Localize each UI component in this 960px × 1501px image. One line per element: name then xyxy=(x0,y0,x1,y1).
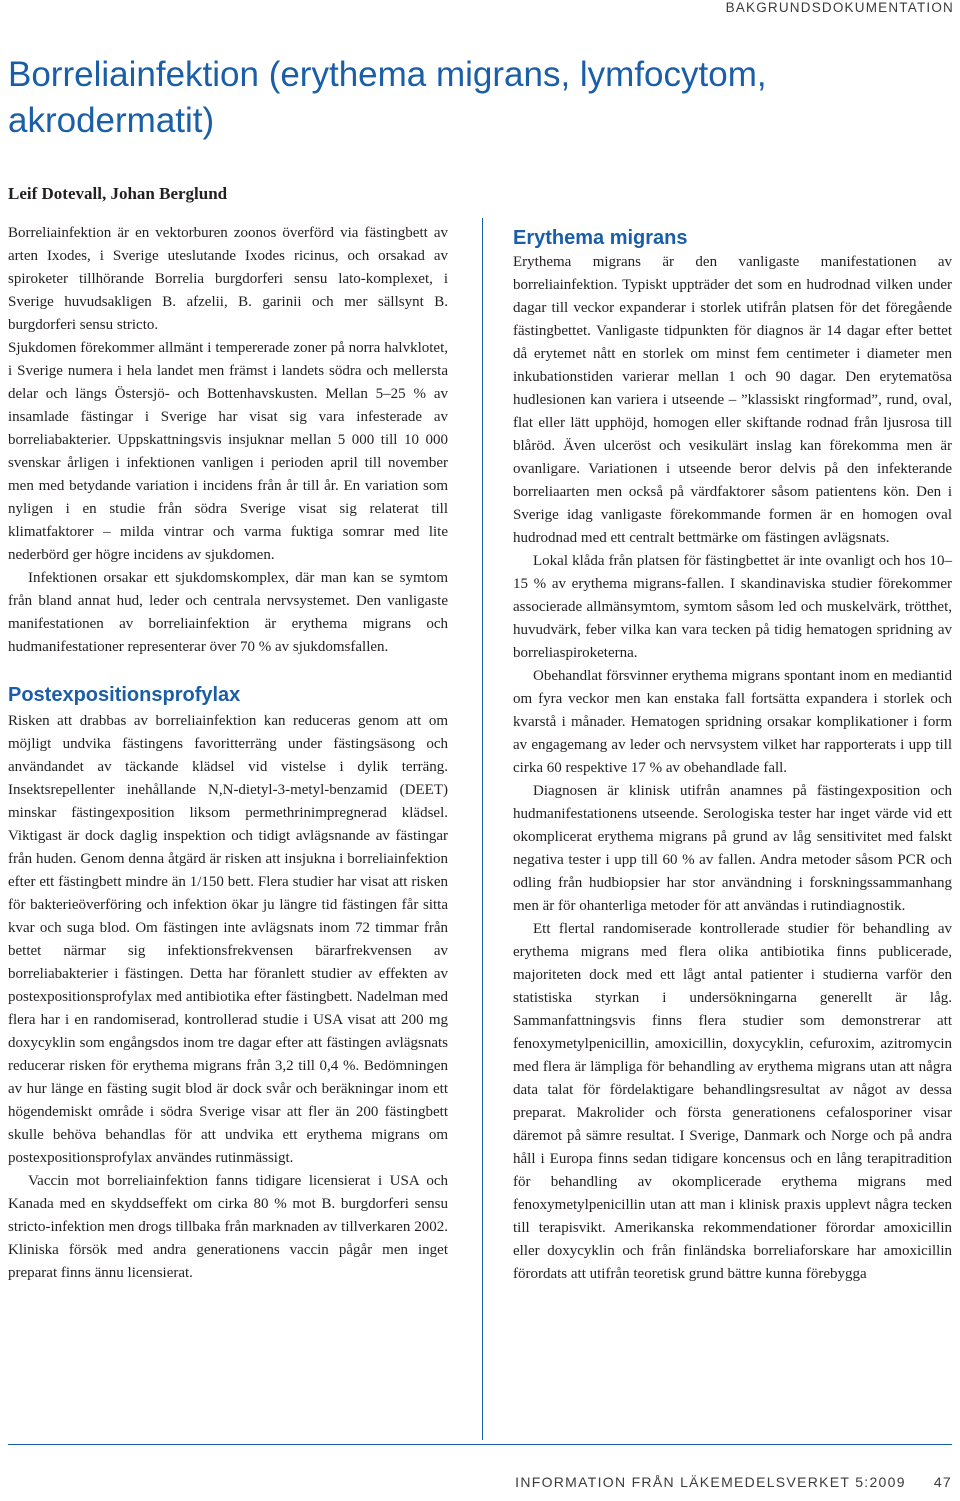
vaccine-paragraph: Vaccin mot borreliainfektion fanns tidigare licensierat i USA och Kanada med en skyddseffekt om cirka 80 % mot B. burgdorferi sensu stricto-infektion men drogs tillbaka från marknaden av tillverkaren 2002. Kliniska försök med andra generationens vaccin pågår men inget preparat finns ännu licensierat. xyxy=(8,1173,448,1281)
footer-rule xyxy=(8,1444,952,1445)
article-title: Borreliainfektion (erythema migrans, lymfocytom, akrodermatit) xyxy=(8,55,767,140)
section-heading-postexposition: Postexpositionsprofylax xyxy=(8,684,241,706)
epidemiology-paragraph: Sjukdomen förekommer allmänt i tempererade zoner på norra halvklotet, i Sverige numera i hela landet men främst i landets södra och mellersta delar och längs Östersjö- och Bottenhavskusten. Mellan 5–25 % av insamlade fästingar i Sverige har visat sig vara infesterade av borreliabakterier. Uppskattningsvis insjuknar mellan 5 000 till 10 000 svenskar årligen i infektionen vanligen i perioden april till november men med betydande variation i incidens från år till år. En variation som nyligen i en studie från södra Sverige visat sig relaterat till klimatfaktorer – milda vintrar och varma fuktiga somrar med lite nederbörd ger högre incidens av sjukdomen. xyxy=(8,340,448,563)
diagnosis-paragraph: Diagnosen är klinisk utifrån anamnes på fästingexposition och hudmanifestationens utseende. Serologiska tester har inget värde vid ett okomplicerat erythema migrans på grund av låg sensitivitet med falskt negativa tester i upp till 60 % av fallen. Andra metoder såsom PCR och odling från hudbiopsier har stor användning i forskningssammanhang men är för ohanterliga metoder för att användas i rutindiagnostik. xyxy=(513,783,952,914)
column-divider xyxy=(482,218,483,1440)
treatment-paragraph: Ett flertal randomiserade kontrollerade studier för behandling av erythema migrans med flera olika antibiotika finns publicerade, majoriteten dock med ett lågt antal patienter i studierna varför den statistiska styrkan i undersökningarna generellt är låg. Sammanfattningsvis finns flera studier som demonstrerar att fenoxymetylpenicillin, amoxicillin, doxycyklin, cefuroxim, azitromycin med flera är lämpliga för behandling av erythema migrans utan att några data talat för fördelaktigare behandlingsresultat av något av dessa preparat. Makrolider och första generationens cefalosporiner visar däremot på sämre resultat. I Sverige, Danmark och Norge och på andra håll i Europa finns sedan tidigare koncensus och en lång terapitradition för behandling av okomplicerade erythema migrans med fenoxymetylpenicillin utan att man i klinisk praxis upplevt några tecken till terapisvikt. Amerikanska rekommendationer förordar amoxicillin eller doxycyklin och från finländska borreliaforskare har amoxicillin förordats att utifrån teoretisk grund bättre kunna förebygga xyxy=(513,921,952,1282)
symptoms-paragraph: Infektionen orsakar ett sjukdomskomplex, där man kan se symtom från bland annat hud, leder och centrala nervsystemet. Den vanligaste manifestationen av borreliainfektion är erythema migrans och hudmanifestationer representerar över 70 % av sjukdomsfallen. xyxy=(8,570,448,655)
section-label: BAKGRUNDSDOKUMENTATION xyxy=(725,0,954,15)
prophylaxis-paragraph: Risken att drabbas av borreliainfektion kan reduceras genom att om möjligt undvika fästingens favoritterräng under fästingsäsong och användandet av täckande klädsel vid vistelse i dylik terräng. Insektsrepellenter inehållande N,N-dietyl-3-metyl-benzamid (DEET) minskar fästingexposition liksom permethrinimpregnerad klädsel. Viktigast är dock daglig inspektion och tidigt avlägsnande av fästingar från huden. Genom denna åtgärd är risken att insjukna i borreliainfektion efter ett fästingbett mindre än 1/150 bett. Flera studier har visat att risken för bakterieöverföring och infektion ökar ju längre tid fästingen får sitta kvar och suga blod. Om fästingen inte avlägsnats inom 72 timmar från bettet närmar sig infektionsfrekvensen bärarfrekvensen av borreliabakterier i fästingen. Detta har föranlett studier av effekten av postexpositionsprofylax med antibiotika efter fästingbett. Nadelman med flera har i en randomiserad, kontrollerad studie i USA visat att 200 mg doxycyklin som engångsdos inom tre dagar efter att fästingen avlägsnats reducerar risken för erythema migrans från 3,2 till 0,4 %. Bedömningen av hur länge en fästing sugit blod är dock svår och beräkningar inom ett högendemiskt område i södra Sverige visar att fler än 200 fästingbett skulle behöva behandlas för att undvika ett erythema migrans om postexpositionsprofylax användes rutinmässigt. xyxy=(8,713,448,1166)
left-column xyxy=(8,222,448,1285)
right-column xyxy=(513,225,952,1286)
intro-paragraph: Borreliainfektion är en vektorburen zoonos överförd via fästingbett av arten Ixodes, i Sverige uteslutande Ixodes ricinus, och orsakad av spiroketer tillhörande Borrelia burgdorferi sensu lato-komplexet, i Sverige huvudsakligen B. afzelii, B. garinii och mer sällsynt B. burgdorferi sensu stricto. xyxy=(8,225,448,333)
erythema-description-paragraph: Erythema migrans är den vanligaste manifestationen av borreliainfektion. Typiskt uppträder det som en hudrodnad vilken under dagar till veckor expanderar i storlek utifrån platsen för det föregående fästingbettet. Vanligaste tidpunkten för diagnos är 14 dagar efter bettet då erytemet nått en storlek om minst fem centimeter i diameter men inkubationstiden varierar mellan 1 och 90 dagar. Den erytematösa hudlesionen kan variera i utseende – ”klassiskt ringformad”, rund, oval, flat eller lätt upphöjd, homogen eller skiftande rodnad från ljusrosa till blåröd. Även ulceröst och vesikulärt inslag kan förekomma men är ovanligare. Variationen i utseende beror delvis på den infekterande borreliaarten men också på värdfaktorer såsom patientens kön. Den i Sverige idag vanligaste förekommande formen är en homogen oval hudrodnad med ett centralt bettmärke om fästingen avlägsnats. xyxy=(513,254,952,546)
publication-name: INFORMATION FRÅN LÄKEMEDELSVERKET 5:2009 xyxy=(515,1474,906,1490)
section-heading-erythema-migrans: Erythema migrans xyxy=(513,227,688,249)
untreated-course-paragraph: Obehandlat försvinner erythema migrans spontant inom en mediantid om fyra veckor men kan enstaka fall fortsätta expandera i storlek och kvarstå i månader. Hematogen spridning orsakar komplikationer i form av engagemang av leder och nervsystem vilket har rapporterats i upp till cirka 60 respektive 17 % av obehandlade fall. xyxy=(513,668,952,776)
page-footer xyxy=(8,1474,952,1490)
page-number: 47 xyxy=(933,1474,952,1490)
article-authors: Leif Dotevall, Johan Berglund xyxy=(8,184,228,203)
local-itch-paragraph: Lokal klåda från platsen för fästingbettet är inte ovanligt och hos 10–15 % av erythema migrans-fallen. I skandinaviska studier förekommer associerade allmänsymtom, symtom såsom led och muskelvärk, trötthet, huvudvärk, feber vilka kan vara tecken på tidig hematogen spridning av borreliaspiroketerna. xyxy=(513,553,952,661)
